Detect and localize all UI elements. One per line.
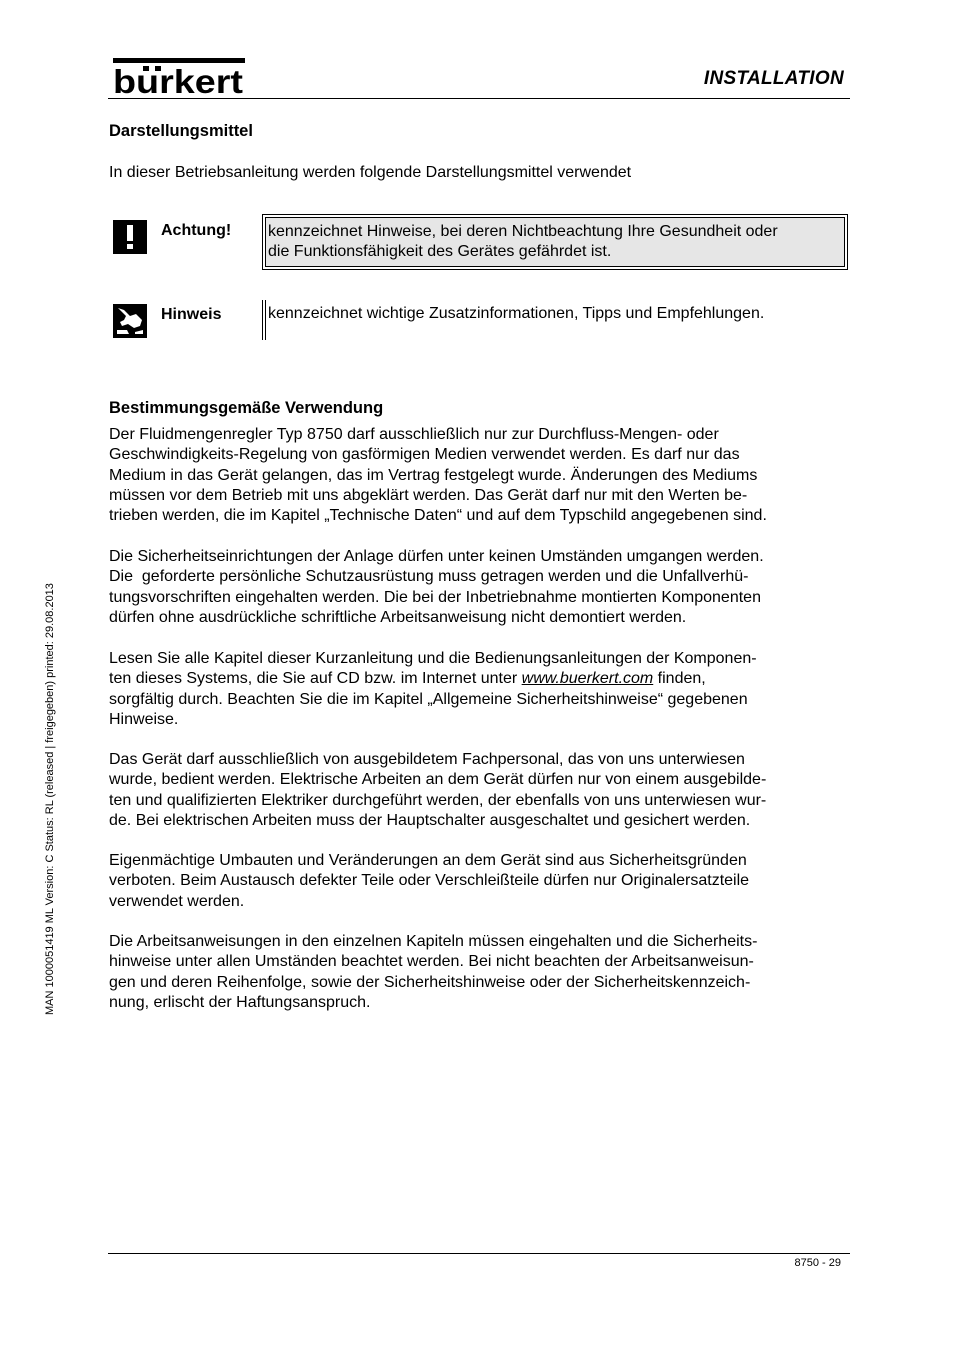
- exclamation-icon: [113, 220, 147, 254]
- document-meta-vertical: MAN 1000051419 ML Version: C Status: RL (released | freigegeben) printed: 29.08.2013: [44, 583, 56, 1015]
- text-line: trieben werden, die im Kapitel „Technische Daten“ und auf dem Typschild angegebenen sind.: [109, 507, 767, 525]
- paragraph-work-instructions: [109, 932, 844, 1013]
- paragraph-usage: [109, 425, 844, 526]
- text-line: Lesen Sie alle Kapitel dieser Kurzanleitung und die Bedienungsanleitungen der Komponen-: [109, 650, 757, 667]
- text-line: Die Arbeitsanweisungen in den einzelnen Kapiteln müssen eingehalten und die Sicherheits-: [109, 933, 758, 950]
- heading-bestimmungsgemaesse-verwendung: Bestimmungsgemäße Verwendung: [109, 399, 384, 417]
- warning-label: Achtung!: [161, 222, 232, 239]
- paragraph-personnel: [109, 750, 844, 831]
- paragraph-read-manual: [109, 649, 844, 730]
- intro-text: In dieser Betriebsanleitung werden folgende Darstellungsmittel verwendet: [109, 164, 632, 181]
- note-text: kennzeichnet wichtige Zusatzinformationen, Tipps und Empfehlungen.: [268, 305, 765, 322]
- text-line: gen und deren Reihenfolge, sowie der Sicherheitshinweise oder der Sicherheitskennzeich-: [109, 973, 751, 991]
- text-line: Die geforderte persönliche Schutzausrüstung muss getragen werden und die Unfallverhü-: [109, 568, 749, 586]
- paragraph-safety-devices: [109, 547, 844, 628]
- text-line: Eigenmächtige Umbauten und Veränderungen an dem Gerät sind aus Sicherheitsgründen: [109, 852, 747, 869]
- buerkert-website-link[interactable]: www.buerkert.com: [521, 670, 654, 688]
- text-line: nung, erlischt der Haftungsanspruch.: [109, 993, 371, 1011]
- text-line: Das Gerät darf ausschließlich von ausgebildetem Fachpersonal, das von uns unterwiesen: [109, 751, 745, 768]
- warning-line: kennzeichnet Hinweise, bei deren Nichtbeachtung Ihre Gesundheit oder: [268, 223, 778, 240]
- header-divider: [108, 98, 850, 99]
- text-line: Hinweise.: [109, 710, 179, 728]
- text-line: verboten. Beim Austausch defekter Teile oder Verschleißteile dürfen nur Originalersatzteile: [109, 872, 750, 890]
- text-line: sorgfältig durch. Beachten Sie die im Kapitel „Allgemeine Sicherheitshinweise“ gegebenen: [109, 690, 748, 708]
- text-line: ten und qualifizierten Elektriker durchgeführt werden, der ebenfalls von uns unterwiesen wur-: [109, 791, 767, 809]
- pointing-hand-icon: [113, 304, 147, 338]
- section-title: INSTALLATION: [703, 68, 844, 89]
- svg-text:burkert: burkert: [113, 63, 244, 96]
- text-segment: finden,: [653, 670, 706, 688]
- text-line: de. Bei elektrischen Arbeiten muss der Hauptschalter ausgeschaltet und gesichert werden.: [109, 811, 751, 829]
- text-line: Die Sicherheitseinrichtungen der Anlage dürfen unter keinen Umständen umgangen werden.: [109, 548, 764, 565]
- note-label: Hinweis: [161, 306, 222, 323]
- page-number: 8750 - 29: [794, 1257, 841, 1269]
- heading-darstellungsmittel: Darstellungsmittel: [109, 122, 253, 140]
- text-line: [109, 669, 844, 689]
- text-line: müssen vor dem Betrieb mit uns abgeklärt werden. Das Gerät darf nur mit den Werten be-: [109, 486, 748, 504]
- text-line: Geschwindigkeits-Regelung von gasförmigen Medien verwendet werden. Es darf nur das: [109, 446, 740, 464]
- text-line: Medium in das Gerät gelangen, das im Vertrag festgelegt wurde. Änderungen des Mediums: [109, 466, 758, 484]
- warning-text: [268, 222, 842, 262]
- text-segment: ten dieses Systems, die Sie auf CD bzw. im Internet unter: [109, 670, 522, 688]
- text-line: tungsvorschriften eingehalten werden. Die bei der Inbetriebnahme montierten Komponenten: [109, 588, 761, 606]
- text-line: wurde, bedient werden. Elektrische Arbeiten an dem Gerät dürfen nur von einem ausgebilde-: [109, 771, 767, 789]
- warning-line: die Funktionsfähigkeit des Gerätes gefährdet ist.: [268, 243, 612, 260]
- text-line: hinweise unter allen Umständen beachtet werden. Bei nicht beachten der Arbeitsanweisun-: [109, 953, 754, 971]
- note-marker: [262, 300, 266, 340]
- footer-divider: [108, 1253, 850, 1254]
- text-line: Der Fluidmengenregler Typ 8750 darf ausschließlich nur zur Durchfluss-Mengen- oder: [109, 426, 719, 443]
- text-line: dürfen ohne ausdrückliche schriftliche Arbeitsanweisung nicht demontiert werden.: [109, 608, 687, 626]
- buerkert-logo: [113, 58, 245, 96]
- paragraph-modifications: [109, 851, 844, 912]
- text-line: verwendet werden.: [109, 892, 245, 910]
